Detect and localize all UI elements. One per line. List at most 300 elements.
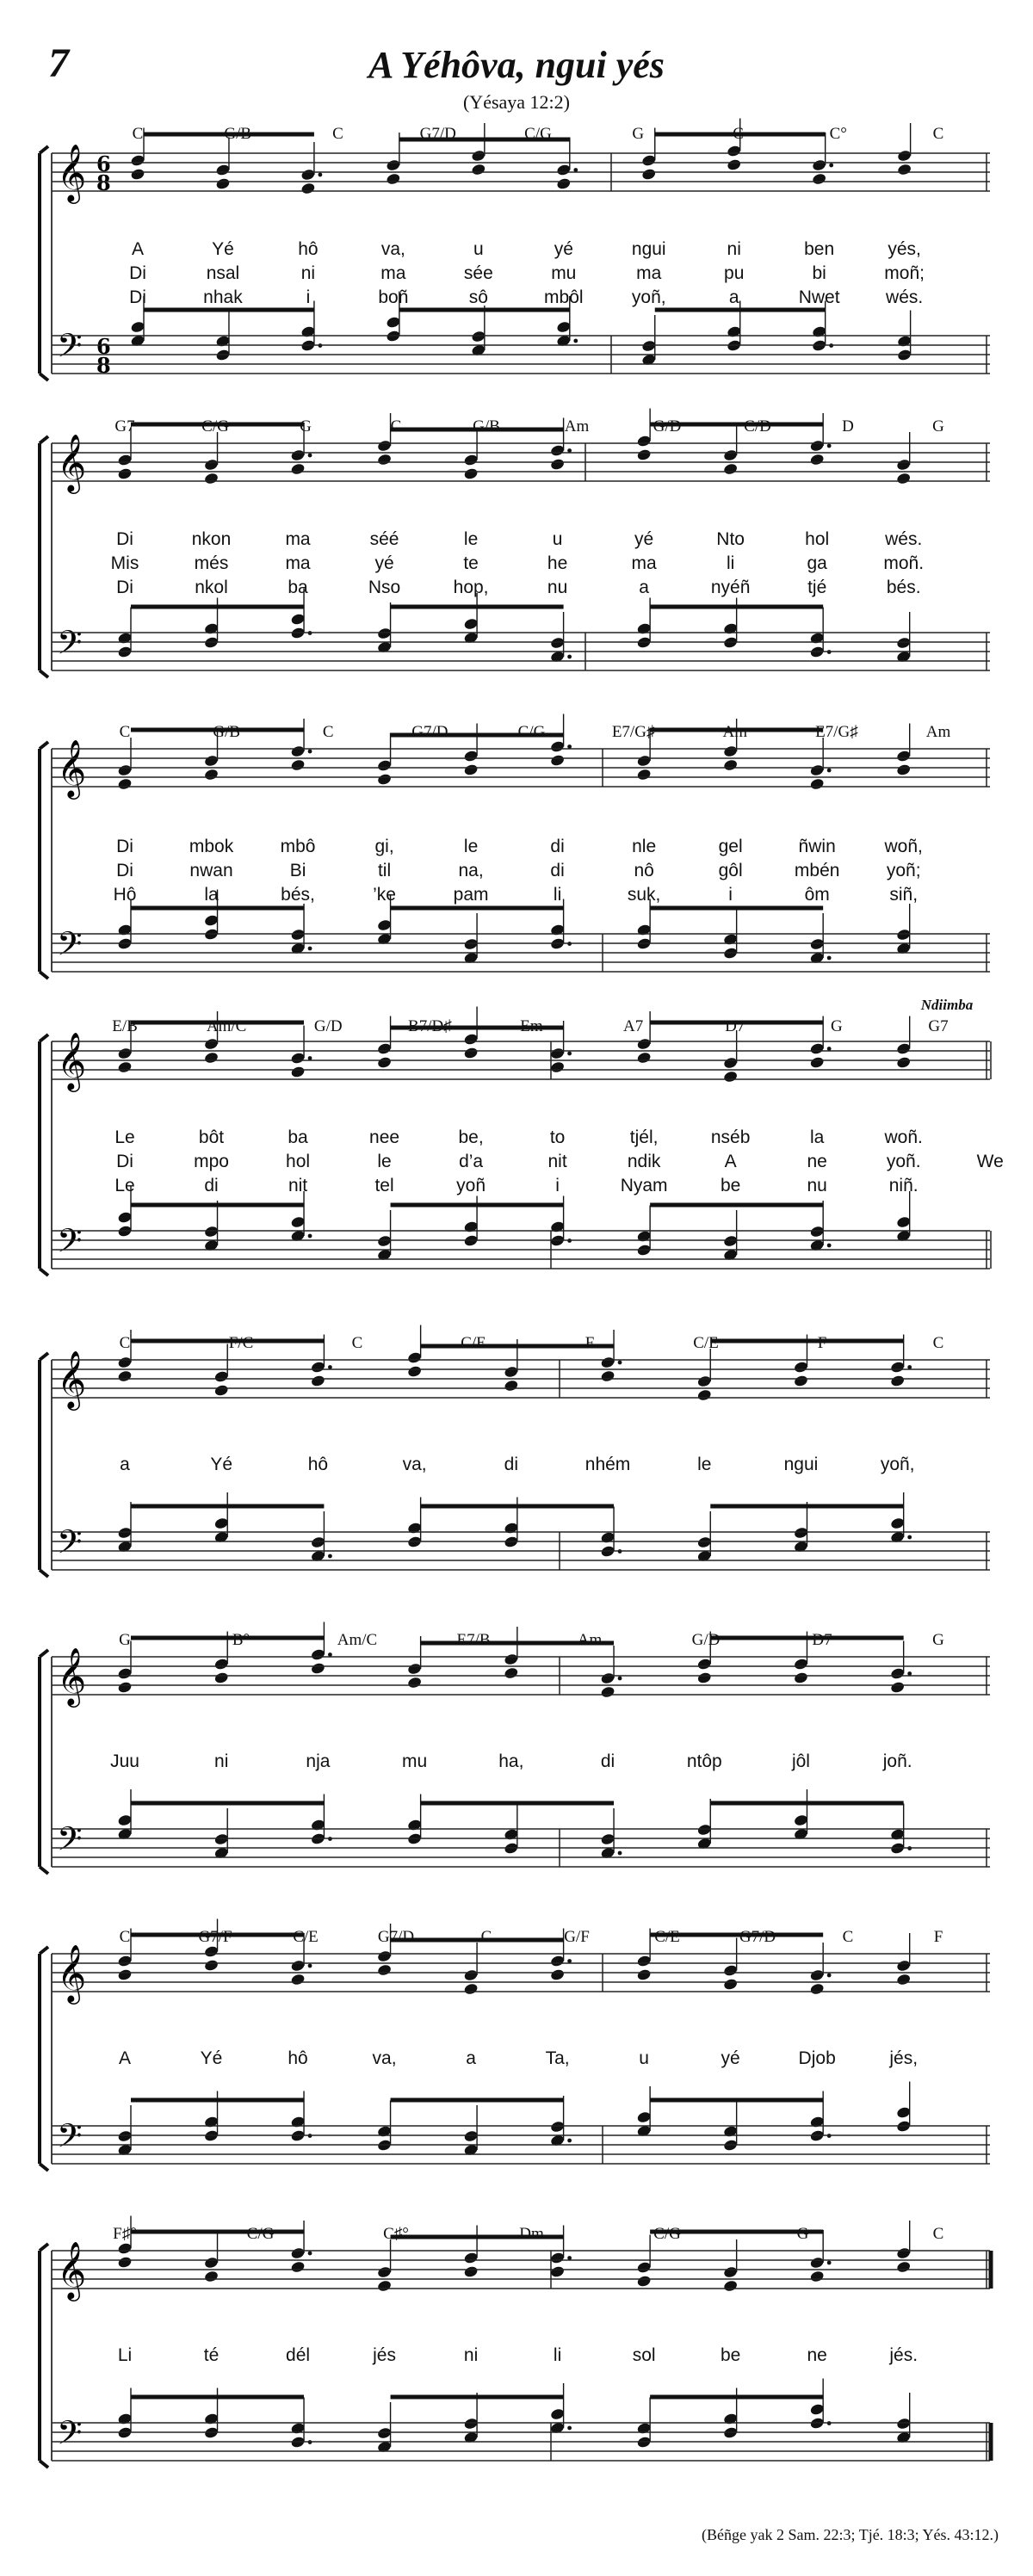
- note-head: [896, 2246, 912, 2259]
- note-head: [204, 914, 220, 927]
- note-head: [550, 1955, 566, 1968]
- bass-clef-icon: 𝄢: [57, 326, 83, 373]
- lyric-syllable: Di: [129, 263, 146, 283]
- lyric-syllable: mu: [402, 1751, 428, 1771]
- chord-symbol: Am: [564, 417, 590, 436]
- scripture-reference: (Yésaya 12:2): [462, 91, 570, 113]
- note-head: [117, 763, 133, 776]
- note-head: [641, 154, 657, 167]
- chord-symbol: C: [733, 125, 744, 143]
- lyric-syllable: ñwin: [798, 837, 836, 856]
- note-head: [636, 754, 652, 767]
- note-head: [896, 928, 912, 941]
- note-head: [896, 1042, 912, 1055]
- lyric-syllable: ’ke: [373, 885, 396, 905]
- note-head: [897, 149, 912, 162]
- system-5: [40, 1325, 987, 1578]
- dot: [567, 655, 572, 659]
- note-head: [504, 1365, 519, 1378]
- note-head: [377, 1963, 393, 1976]
- lyric-syllable: ga: [807, 553, 827, 573]
- note-head: [809, 2116, 825, 2128]
- lyric-syllable: to: [549, 1127, 566, 1147]
- treble-staff: [52, 443, 990, 481]
- treble-clef-icon: 𝄞: [57, 1031, 87, 1090]
- lyric-syllable: mbôl: [544, 287, 584, 307]
- note-head: [290, 1066, 306, 1078]
- note-head: [723, 744, 739, 757]
- lyric-syllable: yés,: [888, 239, 921, 259]
- note-head: [204, 2116, 220, 2128]
- note-head: [377, 2125, 393, 2138]
- note-head: [794, 1526, 809, 1539]
- note-head: [117, 2242, 133, 2255]
- dot: [827, 956, 832, 961]
- lyric-syllable: jés.: [889, 2345, 919, 2365]
- lyric-syllable: nee: [369, 1127, 400, 1147]
- note-head: [809, 1225, 825, 1238]
- note-head: [600, 1685, 615, 1698]
- note-head: [896, 2260, 912, 2273]
- note-head: [696, 1535, 712, 1548]
- note-head: [550, 1047, 566, 1059]
- note-head: [204, 2256, 220, 2269]
- lyric-syllable: tel: [374, 1176, 394, 1195]
- note-head: [809, 1042, 825, 1055]
- lyric-syllable: Le: [114, 1127, 135, 1147]
- lyric-syllable: Nto: [716, 529, 745, 549]
- note-head: [377, 627, 393, 639]
- chord-symbol: G: [119, 1631, 131, 1649]
- lyric-syllable: yoñ;: [886, 861, 921, 880]
- bass-staff: [52, 1532, 990, 1570]
- hymn-number: 7: [48, 40, 69, 86]
- lyric-syllable: Di: [116, 578, 133, 597]
- lyric-syllable: mbén: [794, 861, 840, 880]
- treble-clef-icon: 𝄞: [57, 1943, 87, 2002]
- note-head: [556, 177, 572, 190]
- note-head: [407, 1819, 423, 1832]
- note-head: [117, 454, 133, 466]
- note-head: [463, 2129, 479, 2142]
- dot: [827, 1974, 832, 1978]
- lyric-syllable: sée: [463, 263, 493, 283]
- note-head: [117, 1667, 133, 1680]
- note-head: [636, 1968, 652, 1981]
- note-head: [117, 924, 133, 936]
- lyric-syllable: mbok: [189, 837, 234, 856]
- chord-symbol: B7/D♯: [408, 1017, 452, 1035]
- note-head: [896, 1959, 912, 1972]
- note-head: [117, 2256, 133, 2269]
- note-head: [377, 453, 393, 466]
- bass-staff: [52, 934, 990, 972]
- note-head: [463, 750, 479, 763]
- note-head: [550, 924, 566, 936]
- chord-symbol: F/C: [228, 1334, 254, 1352]
- note-head: [723, 462, 739, 475]
- lyric-syllable: ntôp: [686, 1751, 722, 1771]
- note-head: [890, 1667, 906, 1680]
- lyric-syllable: nja: [306, 1751, 331, 1771]
- note-head: [300, 168, 316, 181]
- note-head: [130, 154, 145, 167]
- note-head: [290, 448, 306, 461]
- bass-clef-icon: 𝄢: [57, 1221, 83, 1268]
- chord-symbol: G7/F: [198, 1928, 232, 1946]
- note-head: [727, 158, 742, 171]
- lyric-syllable: Ta,: [545, 2048, 570, 2068]
- note-head: [896, 763, 912, 776]
- chord-symbol: G: [796, 2225, 809, 2243]
- bass-clef-icon: 𝄢: [57, 1523, 83, 1569]
- lyric-syllable: mu: [551, 263, 577, 283]
- note-head: [310, 1662, 325, 1675]
- note-head: [290, 744, 306, 757]
- chord-symbol: C: [119, 723, 131, 741]
- bass-staff: [52, 2423, 990, 2461]
- dot: [827, 1047, 832, 1051]
- lyric-syllable: u: [473, 239, 484, 259]
- system-brace: [40, 2244, 48, 2468]
- lyric-syllable: d’a: [459, 1152, 484, 1171]
- lyric-syllable: bés,: [281, 885, 315, 905]
- chord-symbol: E7/G♯: [611, 723, 655, 741]
- note-head: [812, 158, 827, 171]
- bass-staff: [52, 633, 990, 670]
- lyric-syllable: di: [550, 861, 565, 880]
- lyric-syllable: ne: [807, 1152, 827, 1171]
- chord-symbol: Am: [925, 723, 951, 741]
- note-head: [290, 1959, 306, 1972]
- note-head: [550, 1968, 566, 1981]
- lyric-syllable: Nwet: [798, 287, 840, 307]
- note-head: [204, 1945, 220, 1958]
- note-head: [215, 164, 231, 176]
- dot: [618, 1851, 622, 1856]
- lyric-syllable: le: [377, 1152, 392, 1171]
- note-head: [636, 448, 652, 461]
- lyric-syllable: be: [720, 1176, 741, 1195]
- lyric-syllable: yoñ,: [631, 287, 666, 307]
- chord-symbol: G: [632, 125, 645, 143]
- note-head: [696, 1823, 712, 1836]
- note-head: [550, 1220, 566, 1233]
- note-head: [809, 453, 825, 466]
- lyric-syllable: yé: [554, 239, 573, 259]
- note-head: [377, 759, 393, 772]
- lyric-syllable: a: [466, 2048, 476, 2068]
- note-head: [723, 1056, 739, 1069]
- note-head: [556, 320, 572, 333]
- lyric-syllable: hol: [286, 1152, 311, 1171]
- note-head: [213, 1517, 229, 1529]
- note-head: [723, 2412, 739, 2425]
- treble-clef-icon: 𝄞: [57, 738, 87, 797]
- note-head: [636, 1230, 652, 1243]
- note-head: [290, 928, 306, 941]
- dot: [618, 1677, 622, 1681]
- chord-symbol: C: [480, 1928, 492, 1946]
- lyric-syllable: Di: [129, 287, 146, 307]
- lyric-syllable: la: [809, 1127, 825, 1147]
- chord-symbol: C: [332, 125, 343, 143]
- lyric-syllable: ba: [288, 1127, 308, 1147]
- note-head: [550, 636, 566, 649]
- note-head: [300, 325, 316, 338]
- lyric-syllable: Yé: [212, 239, 234, 259]
- chord-symbol: C/G: [201, 417, 229, 436]
- lyric-syllable: Le: [114, 1176, 135, 1195]
- lyric-syllable: yé: [374, 553, 394, 573]
- lyric-syllable: ni: [214, 1751, 229, 1771]
- lyric-syllable: siñ,: [889, 885, 919, 905]
- note-head: [130, 168, 145, 181]
- lyric-syllable: dél: [286, 2345, 311, 2365]
- dot: [328, 1554, 332, 1559]
- lyric-syllable: sô: [468, 287, 488, 307]
- note-head: [812, 325, 827, 338]
- dot: [573, 168, 578, 172]
- note-head: [636, 1051, 652, 1064]
- lyric-syllable: i: [555, 1176, 560, 1195]
- note-head: [550, 2120, 566, 2133]
- note-head: [896, 458, 912, 471]
- note-head: [463, 937, 479, 950]
- lyric-syllable: na,: [458, 861, 484, 880]
- lyric-syllable: sol: [632, 2345, 656, 2365]
- lyric-syllable: pu: [724, 263, 745, 283]
- note-head: [723, 1234, 739, 1247]
- lyric-syllable: ngui: [631, 239, 666, 259]
- lyric-syllable: Bi: [289, 861, 306, 880]
- note-head: [463, 1982, 479, 1995]
- note-head: [290, 462, 306, 475]
- lyric-syllable: Di: [116, 837, 133, 856]
- note-head: [407, 1662, 423, 1675]
- lyric-syllable: séé: [369, 529, 399, 549]
- lyric-syllable: moñ;: [884, 263, 925, 283]
- chord-symbol: E/B: [112, 1017, 138, 1035]
- chord-symbol: G7: [928, 1017, 949, 1035]
- chord-symbol: G/B: [473, 417, 500, 436]
- lyric-syllable: ma: [636, 263, 662, 283]
- bass-clef-icon: 𝄢: [57, 2413, 83, 2460]
- dot: [567, 2426, 572, 2431]
- dot: [827, 769, 832, 773]
- note-head: [636, 622, 652, 635]
- treble-clef-icon: 𝄞: [57, 433, 87, 491]
- chord-symbol: C/G: [524, 125, 552, 143]
- chord-symbol: C/G: [517, 723, 546, 741]
- chord-symbol: G/B: [213, 723, 240, 741]
- system-brace: [40, 1650, 48, 1874]
- lyric-syllable: di: [550, 837, 565, 856]
- chord-symbol: C: [842, 1928, 854, 1946]
- note-head: [727, 145, 742, 158]
- dot: [308, 750, 312, 754]
- treble-staff: [52, 749, 990, 787]
- hymn-title: A Yéhôva, ngui yés: [368, 44, 665, 86]
- note-head: [556, 164, 572, 176]
- chord-symbol: Am: [722, 723, 747, 741]
- lyric-syllable: yé: [634, 529, 654, 549]
- lyric-syllable: woñ,: [884, 837, 923, 856]
- system-brace: [40, 1947, 48, 2171]
- lyric-syllable: We: [976, 1152, 1004, 1171]
- note-head: [696, 1658, 712, 1671]
- note-head: [204, 768, 220, 781]
- lyric-syllable: pam: [453, 885, 489, 905]
- time-signature-bottom: 8: [96, 170, 111, 195]
- lyric-syllable: nwan: [189, 861, 233, 880]
- chord-symbol: A7: [623, 1017, 644, 1035]
- note-head: [897, 335, 912, 348]
- lyric-syllable: Djob: [798, 2048, 836, 2068]
- chord-symbol: C: [119, 1334, 131, 1352]
- dot: [567, 2139, 572, 2143]
- lyric-syllable: hô: [298, 239, 319, 259]
- lyric-syllable: bôt: [198, 1127, 225, 1147]
- dot: [308, 2252, 312, 2256]
- note-head: [809, 632, 825, 645]
- note-head: [550, 458, 566, 471]
- lyric-syllable: nsal: [206, 263, 240, 283]
- chord-symbol: Am: [577, 1631, 603, 1649]
- note-head: [377, 773, 393, 786]
- note-head: [809, 1982, 825, 1995]
- lyric-syllable: Hô: [113, 885, 137, 905]
- chord-symbol: F♯°: [113, 2225, 137, 2243]
- note-head: [204, 2412, 220, 2425]
- lyric-syllable: u: [552, 529, 563, 549]
- note-head: [204, 472, 220, 485]
- lyric-syllable: ngui: [783, 1455, 819, 1474]
- lyric-syllable: u: [639, 2048, 649, 2068]
- lyric-syllable: Yé: [200, 2048, 223, 2068]
- system-brace: [40, 1353, 48, 1577]
- note-head: [723, 448, 739, 461]
- system-6: [40, 1622, 987, 1875]
- note-head: [550, 444, 566, 457]
- note-head: [896, 636, 912, 649]
- note-head: [290, 758, 306, 771]
- bass-clef-icon: 𝄢: [57, 623, 83, 670]
- dot: [567, 744, 572, 749]
- note-head: [723, 1070, 739, 1083]
- note-head: [377, 1949, 393, 1962]
- note-head: [896, 472, 912, 485]
- lyric-syllable: nyéñ: [710, 578, 751, 597]
- lyric-syllable: nle: [632, 837, 657, 856]
- note-head: [600, 1356, 615, 1368]
- note-head: [600, 1531, 615, 1544]
- note-head: [310, 1374, 325, 1387]
- lyric-syllable: Di: [116, 529, 133, 549]
- lyric-syllable: nhak: [203, 287, 243, 307]
- lyric-syllable: ndik: [627, 1152, 661, 1171]
- lyric-syllable: ôm: [804, 885, 830, 905]
- chord-symbol: G: [831, 1017, 843, 1035]
- chord-symbol: C/D: [744, 417, 771, 436]
- lyric-syllable: bi: [812, 263, 826, 283]
- note-head: [463, 2252, 479, 2264]
- dot: [567, 1959, 572, 1963]
- note-head: [636, 2110, 652, 2123]
- note-head: [117, 777, 133, 790]
- lyric-syllable: ma: [285, 529, 311, 549]
- note-head: [117, 1211, 133, 1224]
- lyric-syllable: yoñ.: [886, 1152, 921, 1171]
- note-head: [600, 1369, 615, 1382]
- note-head: [377, 1056, 393, 1069]
- note-head: [463, 763, 479, 776]
- note-head: [204, 622, 220, 635]
- chord-symbol: C♯°: [383, 2225, 409, 2243]
- treble-clef-icon: 𝄞: [57, 143, 87, 201]
- note-head: [204, 1051, 220, 1064]
- system-4: [40, 1007, 991, 1276]
- lyric-syllable: ni: [300, 263, 316, 283]
- treble-staff: [52, 153, 990, 191]
- note-head: [215, 335, 231, 348]
- note-head: [636, 924, 652, 936]
- note-head: [310, 1535, 325, 1548]
- dot: [827, 2261, 832, 2265]
- dot: [907, 1671, 912, 1676]
- note-head: [600, 1671, 615, 1684]
- chord-symbol: E7/B: [456, 1631, 491, 1649]
- note-head: [310, 1361, 325, 1374]
- system-8: [40, 2216, 991, 2468]
- lyric-syllable: Nyam: [620, 1176, 668, 1195]
- note-head: [896, 1973, 912, 1986]
- note-head: [204, 458, 220, 471]
- lyric-syllable: la: [204, 885, 219, 905]
- chord-symbol: F: [817, 1334, 827, 1352]
- chord-symbol: Em: [520, 1017, 543, 1035]
- chord-symbol: C°: [829, 125, 847, 143]
- lyric-syllable: ni: [463, 2345, 479, 2365]
- system-3: [40, 714, 987, 979]
- lyric-syllable: wés.: [885, 529, 923, 549]
- system-brace: [40, 146, 48, 380]
- note-head: [896, 1215, 912, 1228]
- lyric-syllable: jés: [373, 2345, 396, 2365]
- note-head: [290, 2422, 306, 2435]
- note-head: [636, 768, 652, 781]
- note-head: [809, 2403, 825, 2416]
- chord-symbol: C: [132, 125, 144, 143]
- note-head: [377, 918, 393, 931]
- note-head: [896, 2417, 912, 2430]
- chord-symbol: G: [300, 417, 312, 436]
- note-head: [794, 1374, 809, 1387]
- dot: [328, 1365, 332, 1369]
- chord-symbol: C: [119, 1928, 131, 1946]
- lyric-syllable: mpo: [194, 1152, 229, 1171]
- lyric-syllable: he: [547, 553, 568, 573]
- note-head: [723, 758, 739, 771]
- chord-symbol: G/D: [691, 1631, 721, 1649]
- note-head: [386, 316, 401, 329]
- note-head: [130, 320, 145, 333]
- note-head: [809, 2270, 825, 2283]
- lyric-syllable: li: [553, 885, 562, 905]
- note-head: [471, 330, 486, 343]
- bass-clef-icon: 𝄢: [57, 1819, 83, 1866]
- note-head: [377, 2426, 393, 2439]
